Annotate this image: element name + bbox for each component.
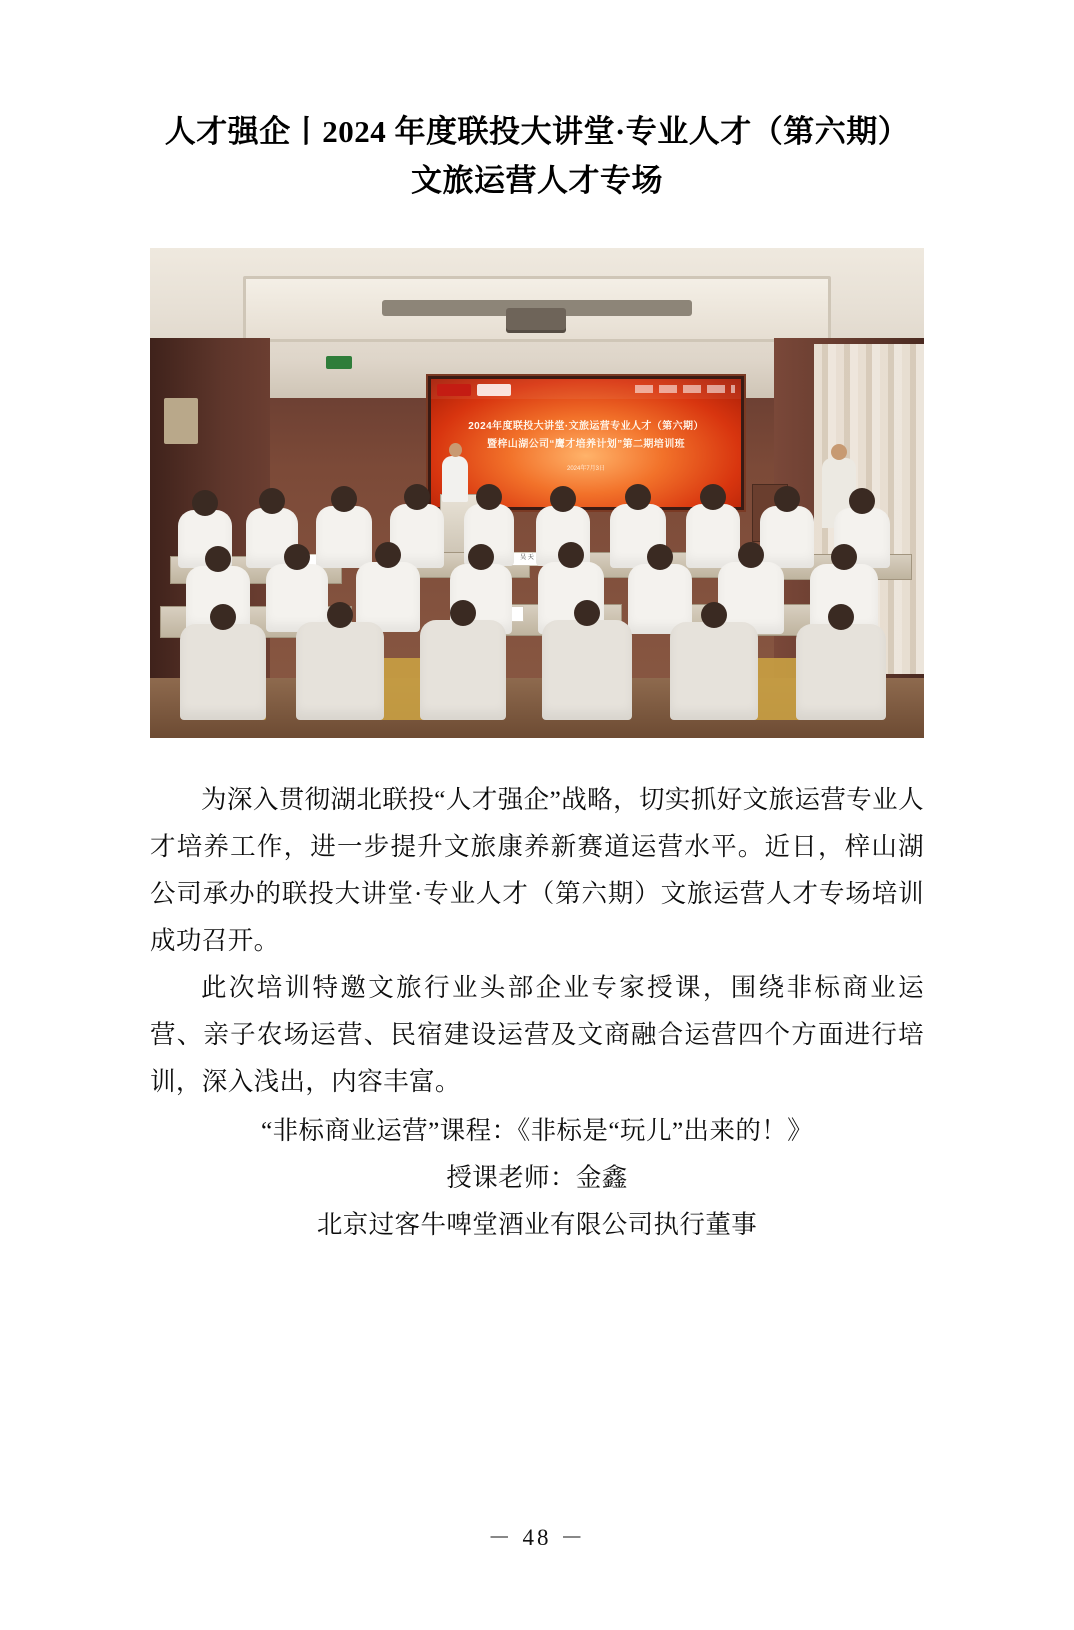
projector-icon — [506, 308, 566, 330]
audience-person — [180, 624, 266, 720]
document-page — [0, 110, 1074, 1630]
audience-person — [796, 624, 886, 720]
paragraph: 此次培训特邀文旅行业头部企业专家授课，围绕非标商业运营、亲子农场运营、民宿建设运营及文商融合运营四个方面进行培训，深入浅出，内容丰富。 — [150, 972, 924, 1096]
audience-person — [670, 622, 758, 720]
exit-sign-icon — [326, 356, 352, 369]
nameplate: 吴 天 — [506, 552, 548, 566]
title-line-1: 人才强企丨2024 年度联投大讲堂·专业人才（第六期） — [164, 114, 910, 149]
screen-sponsor-strip — [635, 385, 735, 393]
screen-logo-left-icon — [437, 384, 471, 396]
speaker-person — [442, 456, 468, 502]
screen-title-line-2: 暨梓山湖公司“鹰才培养计划”第二期培训班 — [487, 438, 685, 450]
page-number: － 48 － — [487, 1525, 587, 1550]
audience-person — [316, 506, 372, 568]
audience-person — [760, 506, 814, 568]
photo-background — [150, 248, 924, 738]
article-body — [150, 776, 924, 1248]
audience-person — [420, 620, 506, 720]
seating-area — [150, 548, 924, 738]
course-title-line: “非标商业运营”课程：《非标是“玩儿”出来的！》 — [260, 1115, 814, 1145]
screen-title-line-1: 2024年度联投大讲堂·文旅运营专业人才（第六期） — [468, 420, 704, 432]
paragraph: 为深入贯彻湖北联投“人才强企”战略，切实抓好文旅运营专业人才培养工作，进一步提升文旅康养新赛道运营水平。近日，梓山湖公司承办的联投大讲堂·专业人才（第六期）文旅运营人才专场培训成功召开。 — [150, 784, 924, 955]
screen-date: 2024年7月3日 — [566, 465, 606, 472]
screen-logo-right-icon — [477, 384, 511, 396]
audience-person — [686, 504, 740, 568]
page-title — [150, 110, 924, 204]
audience-person — [542, 620, 632, 720]
training-session-photo — [150, 248, 924, 738]
instructor-affiliation-line: 北京过客牛啤堂酒业有限公司执行董事 — [316, 1209, 758, 1239]
presentation-screen — [428, 376, 744, 510]
title-line-2: 文旅运营人才专场 — [411, 162, 663, 198]
audience-person — [296, 622, 384, 720]
instructor-line: 授课老师：金鑫 — [446, 1162, 628, 1192]
